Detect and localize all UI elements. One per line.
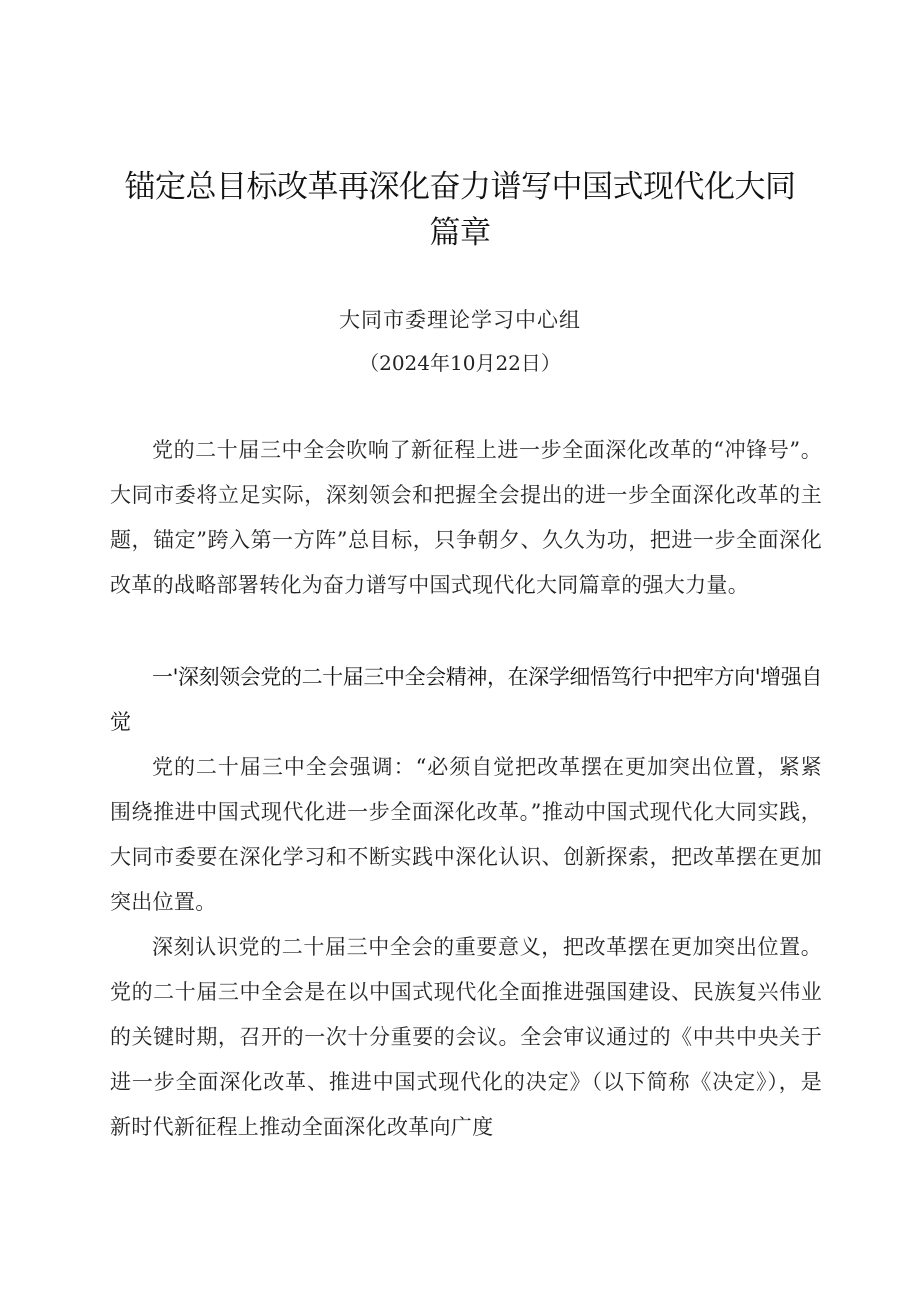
document-author: 大同市委理论学习中心组 [339, 308, 581, 332]
document-title: 锚定总目标改革再深化奋力谱写中国式现代化大同篇章 [124, 169, 796, 251]
intro-paragraph: 党的二十届三中全会吹响了新征程上进一步全面深化改革的“冲锋号”。大同市委将立足实际，深刻领会和把握全会提出的进一步全面深化改革的主题，锚定”跨入第一方阵”总目标，只争朝夕、久久为功，把进一步全面深化改革的战略部署转化为奋力谱写中国式现代化大同篇章的强大力量。 [110, 438, 822, 597]
body-paragraph-3: 深刻认识党的二十届三中全会的重要意义，把改革摆在更加突出位置。党的二十届三中全会是在以中国式现代化全面推进强国建设、民族复兴伟业的关键时期，召开的一次十分重要的会议。全会审议通过的《中共中央关于进一步全面深化改革、推进中国式现代化的决定》（以下简称《决定》），是新时代新征程上推动全面深化改革向广度 [110, 935, 822, 1139]
body-paragraph-2: 党的二十届三中全会强调：“必须自觉把改革摆在更加突出位置，紧紧围绕推进中国式现代化进一步全面深化改革。”推动中国式现代化大同实践，大同市委要在深化学习和不断实践中深化认识、创新探索，把改革摆在更加突出位置。 [110, 755, 822, 914]
document-date: （2024年10月22日） [359, 351, 561, 375]
section-heading-1: 一'深刻领会党的二十届三中全会精神，在深学细悟笃行中把牢方向'增强自觉 [110, 665, 822, 734]
